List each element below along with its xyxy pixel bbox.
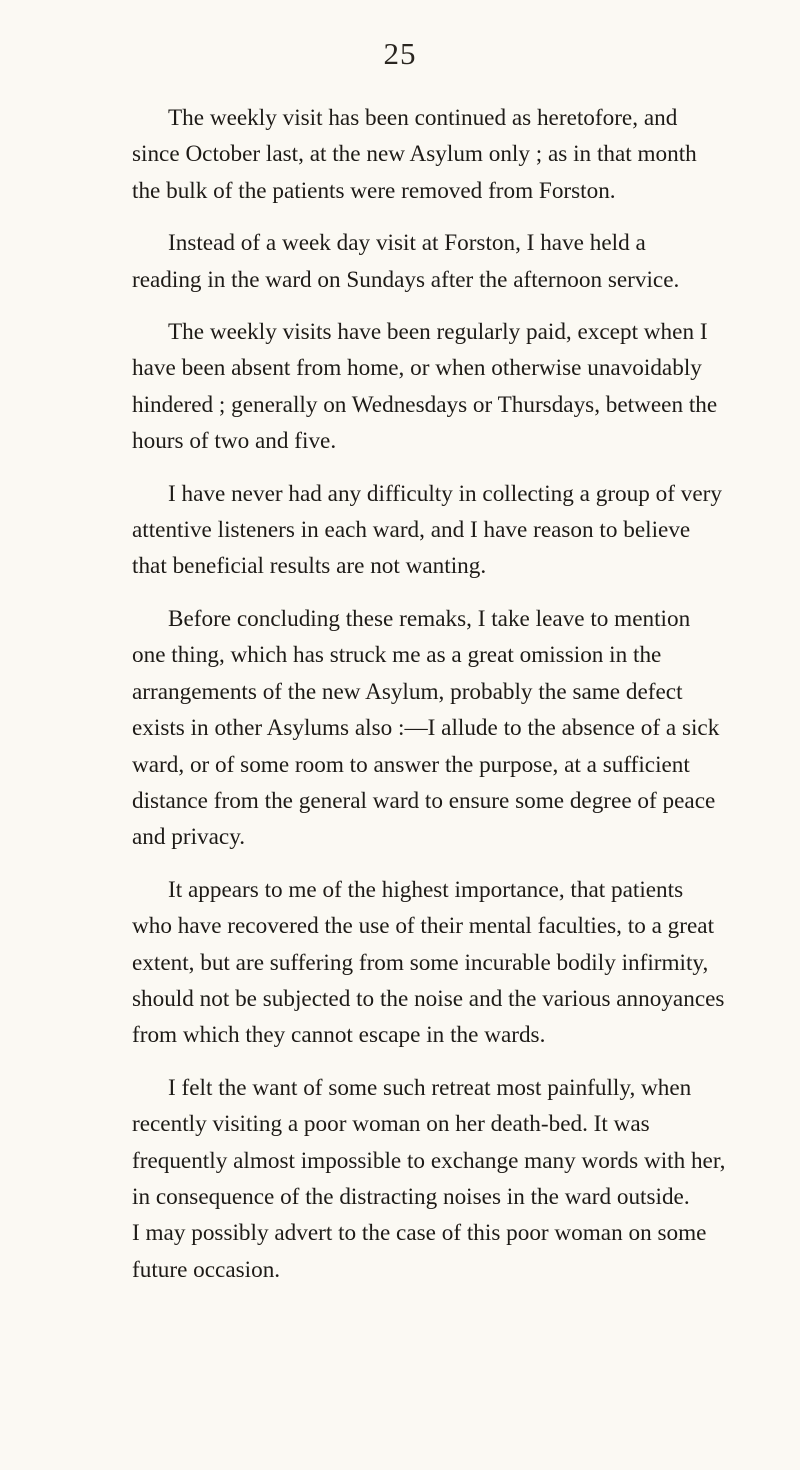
text-line: distance from the general ward to ensure some degree of peace [132, 787, 716, 814]
text-line: the bulk of the patients were removed from Forston. [132, 177, 616, 204]
text-line: hindered ; generally on Wednesdays or Thursdays, between the [132, 391, 718, 418]
paragraph-5 [132, 601, 800, 856]
paragraph-7 [132, 1070, 800, 1288]
paragraph-1 [132, 100, 800, 209]
text-line: I felt the want of some such retreat most painfully, when [168, 1074, 692, 1101]
text-line: since October last, at the new Asylum only ; as in that month [132, 141, 697, 168]
text-line: and privacy. [132, 824, 246, 851]
text-line: Instead of a week day visit at Forston, I have held a [168, 230, 646, 257]
text-line: frequently almost impossible to exchange many words with her, [132, 1147, 726, 1174]
text-line: exists in other Asylums also :—I allude to the absence of a sick [132, 715, 720, 742]
text-line: who have recovered the use of their mental faculties, to a great [132, 913, 715, 940]
text-line: have been absent from home, or when otherwise unavoidably [132, 355, 702, 382]
text-line: The weekly visits have been regularly paid, except when I [168, 319, 708, 346]
text-line: hours of two and five. [132, 428, 337, 455]
text-line: I may possibly advert to the case of this poor woman on some [132, 1220, 707, 1247]
body-text [132, 100, 800, 1304]
text-line: recently visiting a poor woman on her death-bed. It was [132, 1111, 650, 1138]
text-line: extent, but are suffering from some incurable bodily infirmity, [132, 949, 709, 976]
text-line: reading in the ward on Sundays after the afternoon service. [132, 266, 680, 293]
paragraph-6 [132, 872, 800, 1054]
text-line: should not be subjected to the noise and the various annoyances [132, 985, 725, 1012]
text-line: one thing, which has struck me as a great omission in the [132, 642, 662, 669]
text-line: in consequence of the distracting noises in the ward outside. [132, 1183, 690, 1210]
text-line: ward, or of some room to answer the purpose, at a sufficient [132, 751, 690, 778]
paragraph-3 [132, 314, 800, 460]
paragraph-2 [132, 225, 800, 298]
text-line: The weekly visit has been continued as heretofore, and [168, 105, 678, 131]
text-line: arrangements of the new Asylum, probably the same defect [132, 678, 683, 705]
text-line: future occasion. [132, 1256, 281, 1283]
text-line: It appears to me of the highest importance, that patients [168, 876, 684, 903]
text-line: Before concluding these remaks, I take leave to mention [168, 605, 691, 632]
text-line: I have never had any difficulty in collecting a group of very [168, 480, 722, 507]
text-line: that beneficial results are not wanting. [132, 553, 487, 580]
text-line: from which they cannot escape in the wards. [132, 1022, 546, 1049]
page-number: 25 [383, 36, 417, 71]
text-line: attentive listeners in each ward, and I have reason to believe [132, 517, 691, 544]
paragraph-4 [132, 476, 800, 585]
